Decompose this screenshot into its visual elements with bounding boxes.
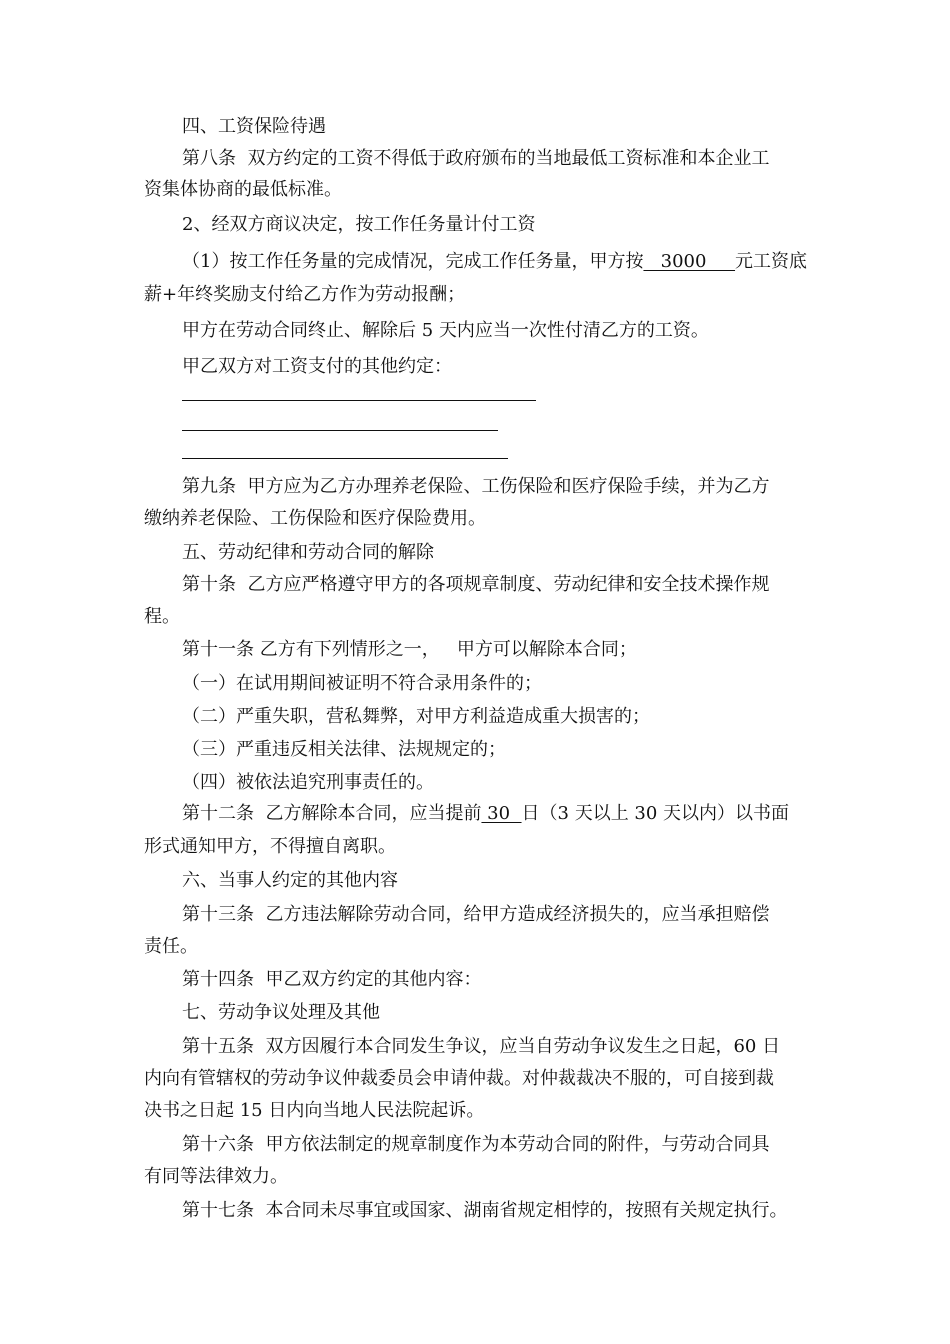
article-12: 第十二条 乙方解除本合同，应当提前 30 日（3 天以上 30 天以内）以书面 形式通知甲方，不得擅自离职。 — [144, 803, 790, 857]
salary-amount: 3000 — [643, 251, 736, 272]
article-11-item: （一）在试用期间被证明不符合录用条件的； — [182, 673, 542, 694]
section-heading-5: 五、劳动纪律和劳动合同的解除 — [182, 542, 434, 563]
article-11: 第十一条 乙方有下列情形之一， 甲方可以解除本合同； — [182, 639, 637, 660]
article-11-item: （二）严重失职，营私舞弊，对甲方利益造成重大损害的； — [182, 706, 650, 727]
article-9: 第九条 甲方应为乙方办理养老保险、工伤保险和医疗保险手续，并为乙方 缴纳养老保险、工伤保险和医疗保险费用。 — [144, 476, 770, 529]
article-13: 第十三条 乙方违法解除劳动合同，给甲方造成经济损失的，应当承担赔偿 责任。 — [144, 904, 770, 957]
pay-timing: 甲方在劳动合同终止、解除后 5 天内应当一次性付清乙方的工资。 — [182, 320, 709, 341]
section-heading-4: 四、工资保险待遇 — [182, 116, 326, 137]
article-8: 第八条 双方约定的工资不得低于政府颁布的当地最低工资标准和本企业工 资集体协商的最低标准。 — [144, 148, 770, 200]
pay-other-agreement: 甲乙双方对工资支付的其他约定： — [182, 356, 452, 377]
article-11-item: （四）被依法追究刑事责任的。 — [182, 772, 434, 793]
article-11-item: （三）严重违反相关法律、法规规定的； — [182, 739, 506, 760]
article-16: 第十六条 甲方依法制定的规章制度作为本劳动合同的附件，与劳动合同具 有同等法律效力。 — [144, 1134, 770, 1187]
notice-days: 30 — [481, 803, 522, 824]
blank-line-3 — [182, 458, 508, 459]
section-heading-6: 六、当事人约定的其他内容 — [182, 870, 398, 891]
clause-2-1: （1）按工作任务量的完成情况，完成工作任务量，甲方按 3000 元工资底 薪+年终奖励支付给乙方作为劳动报酬； — [144, 251, 808, 305]
article-17: 第十七条 本合同未尽事宜或国家、湖南省规定相悖的，按照有关规定执行。 — [182, 1200, 788, 1221]
article-10: 第十条 乙方应严格遵守甲方的各项规章制度、劳动纪律和安全技术操作规 程。 — [144, 574, 770, 627]
clause-2: 2、经双方商议决定，按工作任务量计付工资 — [182, 214, 536, 235]
blank-line-2 — [182, 430, 498, 431]
article-14: 第十四条 甲乙双方约定的其他内容： — [182, 969, 482, 990]
article-15: 第十五条 双方因履行本合同发生争议，应当自劳动争议发生之日起，60 日 内向有管辖权的劳动争议仲裁委员会申请仲裁。对仲裁裁决不服的，可自接到裁 决书之日起 15 日内向当地人民法院起诉。 — [144, 1036, 781, 1121]
section-heading-7: 七、劳动争议处理及其他 — [182, 1002, 380, 1023]
blank-line-1 — [182, 400, 536, 401]
